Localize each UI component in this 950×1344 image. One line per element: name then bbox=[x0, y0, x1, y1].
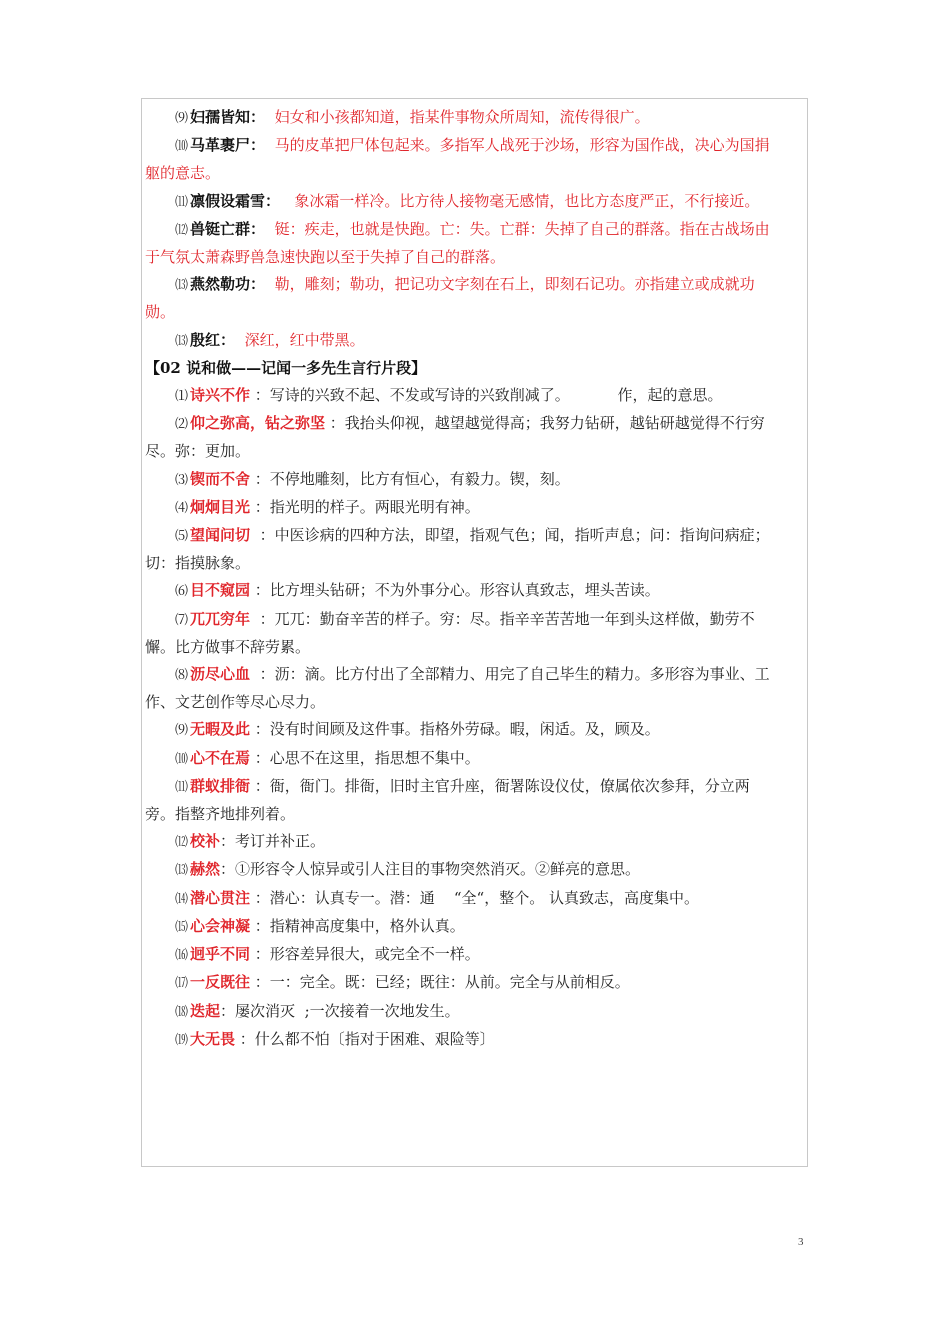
idiom-term: 诗兴不作 bbox=[190, 386, 251, 405]
idiom-term: 妇孺皆知： bbox=[190, 108, 266, 126]
idiom-definition: ：写诗的兴致不起、不发或写诗的兴致削减了。 作，起的意思。 bbox=[250, 386, 723, 405]
idiom-entry bbox=[145, 132, 775, 187]
idiom-definition: ：形容差异很大，或完全不一样。 bbox=[250, 945, 480, 964]
entry-number: ⑵ bbox=[175, 417, 189, 433]
entry-number: ⑹ bbox=[175, 584, 189, 600]
idiom-entry bbox=[145, 856, 775, 884]
idiom-term: 校补 bbox=[190, 832, 221, 851]
idiom-definition: ：①形容令人惊异或引人注目的事物突然消灭。②鲜亮的意思。 bbox=[220, 860, 641, 879]
entry-number: ⒁ bbox=[175, 891, 189, 907]
entry-number: ⑾ bbox=[175, 779, 189, 795]
idiom-entry bbox=[145, 466, 775, 494]
entry-number: ⑼ bbox=[175, 111, 189, 126]
idiom-definition: ：比方埋头钻研；不为外事分心。形容认真致志，埋头苦读。 bbox=[250, 581, 660, 600]
idiom-definition: ：考订并补正。 bbox=[220, 832, 326, 851]
idiom-entry bbox=[145, 577, 775, 605]
idiom-entry bbox=[145, 271, 775, 326]
idiom-definition: 马的皮革把尸体包起来。多指军人战死于沙场，形容为国作战，决心为国捐躯的意志。 bbox=[145, 136, 770, 183]
entry-number: ⑷ bbox=[175, 500, 189, 516]
idiom-entry bbox=[145, 216, 775, 271]
idiom-term: 潜心贯注 bbox=[190, 888, 251, 907]
idiom-definition: ：什么都不怕〔指对于困难、艰险等〕 bbox=[235, 1029, 495, 1048]
idiom-term: 锲而不舍 bbox=[190, 469, 251, 488]
entry-number: ⑶ bbox=[175, 472, 189, 488]
idiom-term: 大无畏 bbox=[190, 1029, 236, 1048]
idiom-term: 兽铤亡群： bbox=[190, 219, 266, 238]
idiom-entry bbox=[145, 745, 775, 773]
idiom-definition: ：指光明的样子。两眼光明有神。 bbox=[250, 497, 480, 516]
idiom-entry bbox=[145, 828, 775, 856]
entry-number: ⑼ bbox=[175, 723, 189, 739]
idiom-entry bbox=[145, 773, 775, 828]
idiom-entry bbox=[145, 998, 775, 1026]
idiom-term: 无暇及此 bbox=[190, 720, 251, 739]
idiom-definition: ：没有时间顾及这件事。指格外劳碌。暇，闲适。及，顾及。 bbox=[250, 720, 660, 739]
idiom-term: 目不窥园 bbox=[190, 581, 251, 600]
entry-number: ⑻ bbox=[175, 668, 189, 684]
idiom-term: 炯炯目光 bbox=[190, 497, 251, 516]
idiom-entry bbox=[145, 522, 775, 577]
idiom-definition: ：一：完全。既：已经；既往：从前。完全与从前相反。 bbox=[250, 973, 630, 992]
idiom-definition: ：我抬头仰视，越望越觉得高；我努力钻研，越钻研越觉得不行穷尽。弥：更加。 bbox=[145, 414, 765, 461]
idiom-definition: 深红，红中带黑。 bbox=[235, 330, 365, 349]
entry-number: ⒀ bbox=[175, 333, 189, 349]
idiom-entry bbox=[145, 104, 775, 132]
idiom-definition: ：衙，衙门。排衙，旧时主官升座，衙署陈设仪仗，僚属依次参拜，分立两旁。指整齐地排列着。 bbox=[145, 776, 750, 824]
idiom-entry bbox=[145, 1026, 775, 1054]
entry-number: ⑽ bbox=[175, 139, 189, 155]
idiom-entry bbox=[145, 969, 775, 997]
entry-number: ⑽ bbox=[175, 751, 189, 767]
idiom-entry bbox=[145, 661, 775, 716]
idiom-term: 一反既往 bbox=[190, 973, 251, 992]
idiom-term: 群蚁排衙 bbox=[190, 776, 251, 795]
idiom-term: 迭起 bbox=[190, 1001, 221, 1020]
idiom-definition: ：兀兀：勤奋辛苦的样子。穷：尽。指辛辛苦苦地一年到头这样做，勤劳不懈。比方做事不辞劳累。 bbox=[145, 609, 755, 656]
idiom-term: 赫然 bbox=[190, 860, 221, 879]
entry-number: ⒅ bbox=[175, 1004, 189, 1020]
page-number: 3 bbox=[798, 1236, 804, 1248]
entry-number: ⒃ bbox=[175, 948, 189, 964]
entry-number: ⑸ bbox=[175, 529, 189, 545]
entry-number: ⒀ bbox=[175, 278, 189, 294]
idiom-list-section-2 bbox=[145, 382, 775, 1054]
idiom-entry bbox=[145, 188, 775, 216]
idiom-term: 沥尽心血 bbox=[190, 665, 251, 684]
idiom-entry bbox=[145, 913, 775, 941]
idiom-term: 凛假设霜雪： bbox=[190, 191, 281, 210]
idiom-term: 望闻问切 bbox=[190, 526, 251, 545]
idiom-entry bbox=[145, 494, 775, 522]
idiom-term: 兀兀穷年 bbox=[190, 609, 251, 628]
entry-number: ⑴ bbox=[175, 389, 189, 405]
idiom-definition: ：心思不在这里，指思想不集中。 bbox=[250, 748, 480, 767]
idiom-list-section-1 bbox=[145, 104, 775, 355]
section-heading: 【02 说和做——记闻一多先生言行片段】 bbox=[145, 358, 427, 377]
idiom-definition: ：不停地雕刻，比方有恒心，有毅力。锲，刻。 bbox=[250, 469, 570, 488]
idiom-term: 心会神凝 bbox=[190, 916, 251, 935]
entry-number: ⒂ bbox=[175, 919, 189, 935]
idiom-entry bbox=[145, 941, 775, 969]
idiom-definition: ：沥：滴。比方付出了全部精力、用完了自己毕生的精力。多形容为事业、工作、文艺创作等尽心尽力。 bbox=[145, 665, 770, 712]
idiom-term: 马革裹尸： bbox=[190, 136, 266, 155]
idiom-term: 迥乎不同 bbox=[190, 945, 251, 964]
idiom-entry bbox=[145, 885, 775, 913]
entry-number: ⒀ bbox=[175, 863, 189, 879]
entry-number: ⑿ bbox=[175, 222, 189, 238]
entry-number: ⒄ bbox=[175, 976, 189, 992]
idiom-definition: 象冰霜一样冷。比方待人接物毫无感情，也比方态度严正，不行接近。 bbox=[280, 191, 760, 210]
idiom-definition: ：中医诊病的四种方法，即望，指观气色；闻，指听声息；问：指询问病症；切：指摸脉象。 bbox=[145, 526, 770, 573]
idiom-entry bbox=[145, 327, 775, 355]
idiom-term: 殷红： bbox=[190, 330, 236, 349]
idiom-term: 心不在焉 bbox=[190, 748, 251, 767]
idiom-definition: ：指精神高度集中，格外认真。 bbox=[250, 916, 465, 935]
document-body bbox=[145, 104, 775, 1054]
idiom-definition: 勒，雕刻；勒功，把记功文字刻在石上，即刻石记功。亦指建立或成就功勋。 bbox=[145, 275, 755, 322]
idiom-entry bbox=[145, 410, 775, 465]
idiom-definition: 铤：疾走，也就是快跑。亡：失。亡群：失掉了自己的群落。指在古战场由于气氛太萧森野兽急速快跑以至于失掉了自己的群落。 bbox=[145, 219, 770, 267]
idiom-definition: ：潜心：认真专一。潜：通 “全“，整个。 认真致志，高度集中。 bbox=[250, 888, 699, 907]
idiom-term: 仰之弥高，钻之弥坚 bbox=[190, 414, 326, 433]
entry-number: ⑺ bbox=[175, 612, 189, 628]
idiom-definition: ：屡次消灭 ;一次接着一次地发生。 bbox=[220, 1001, 460, 1020]
idiom-entry bbox=[145, 382, 775, 410]
idiom-entry bbox=[145, 716, 775, 744]
idiom-definition: 妇女和小孩都知道，指某件事物众所周知，流传得很广。 bbox=[265, 108, 650, 126]
idiom-entry bbox=[145, 606, 775, 661]
entry-number: ⒆ bbox=[175, 1032, 189, 1048]
entry-number: ⑾ bbox=[175, 194, 189, 210]
entry-number: ⑿ bbox=[175, 835, 189, 851]
idiom-term: 燕然勒功： bbox=[190, 275, 266, 294]
